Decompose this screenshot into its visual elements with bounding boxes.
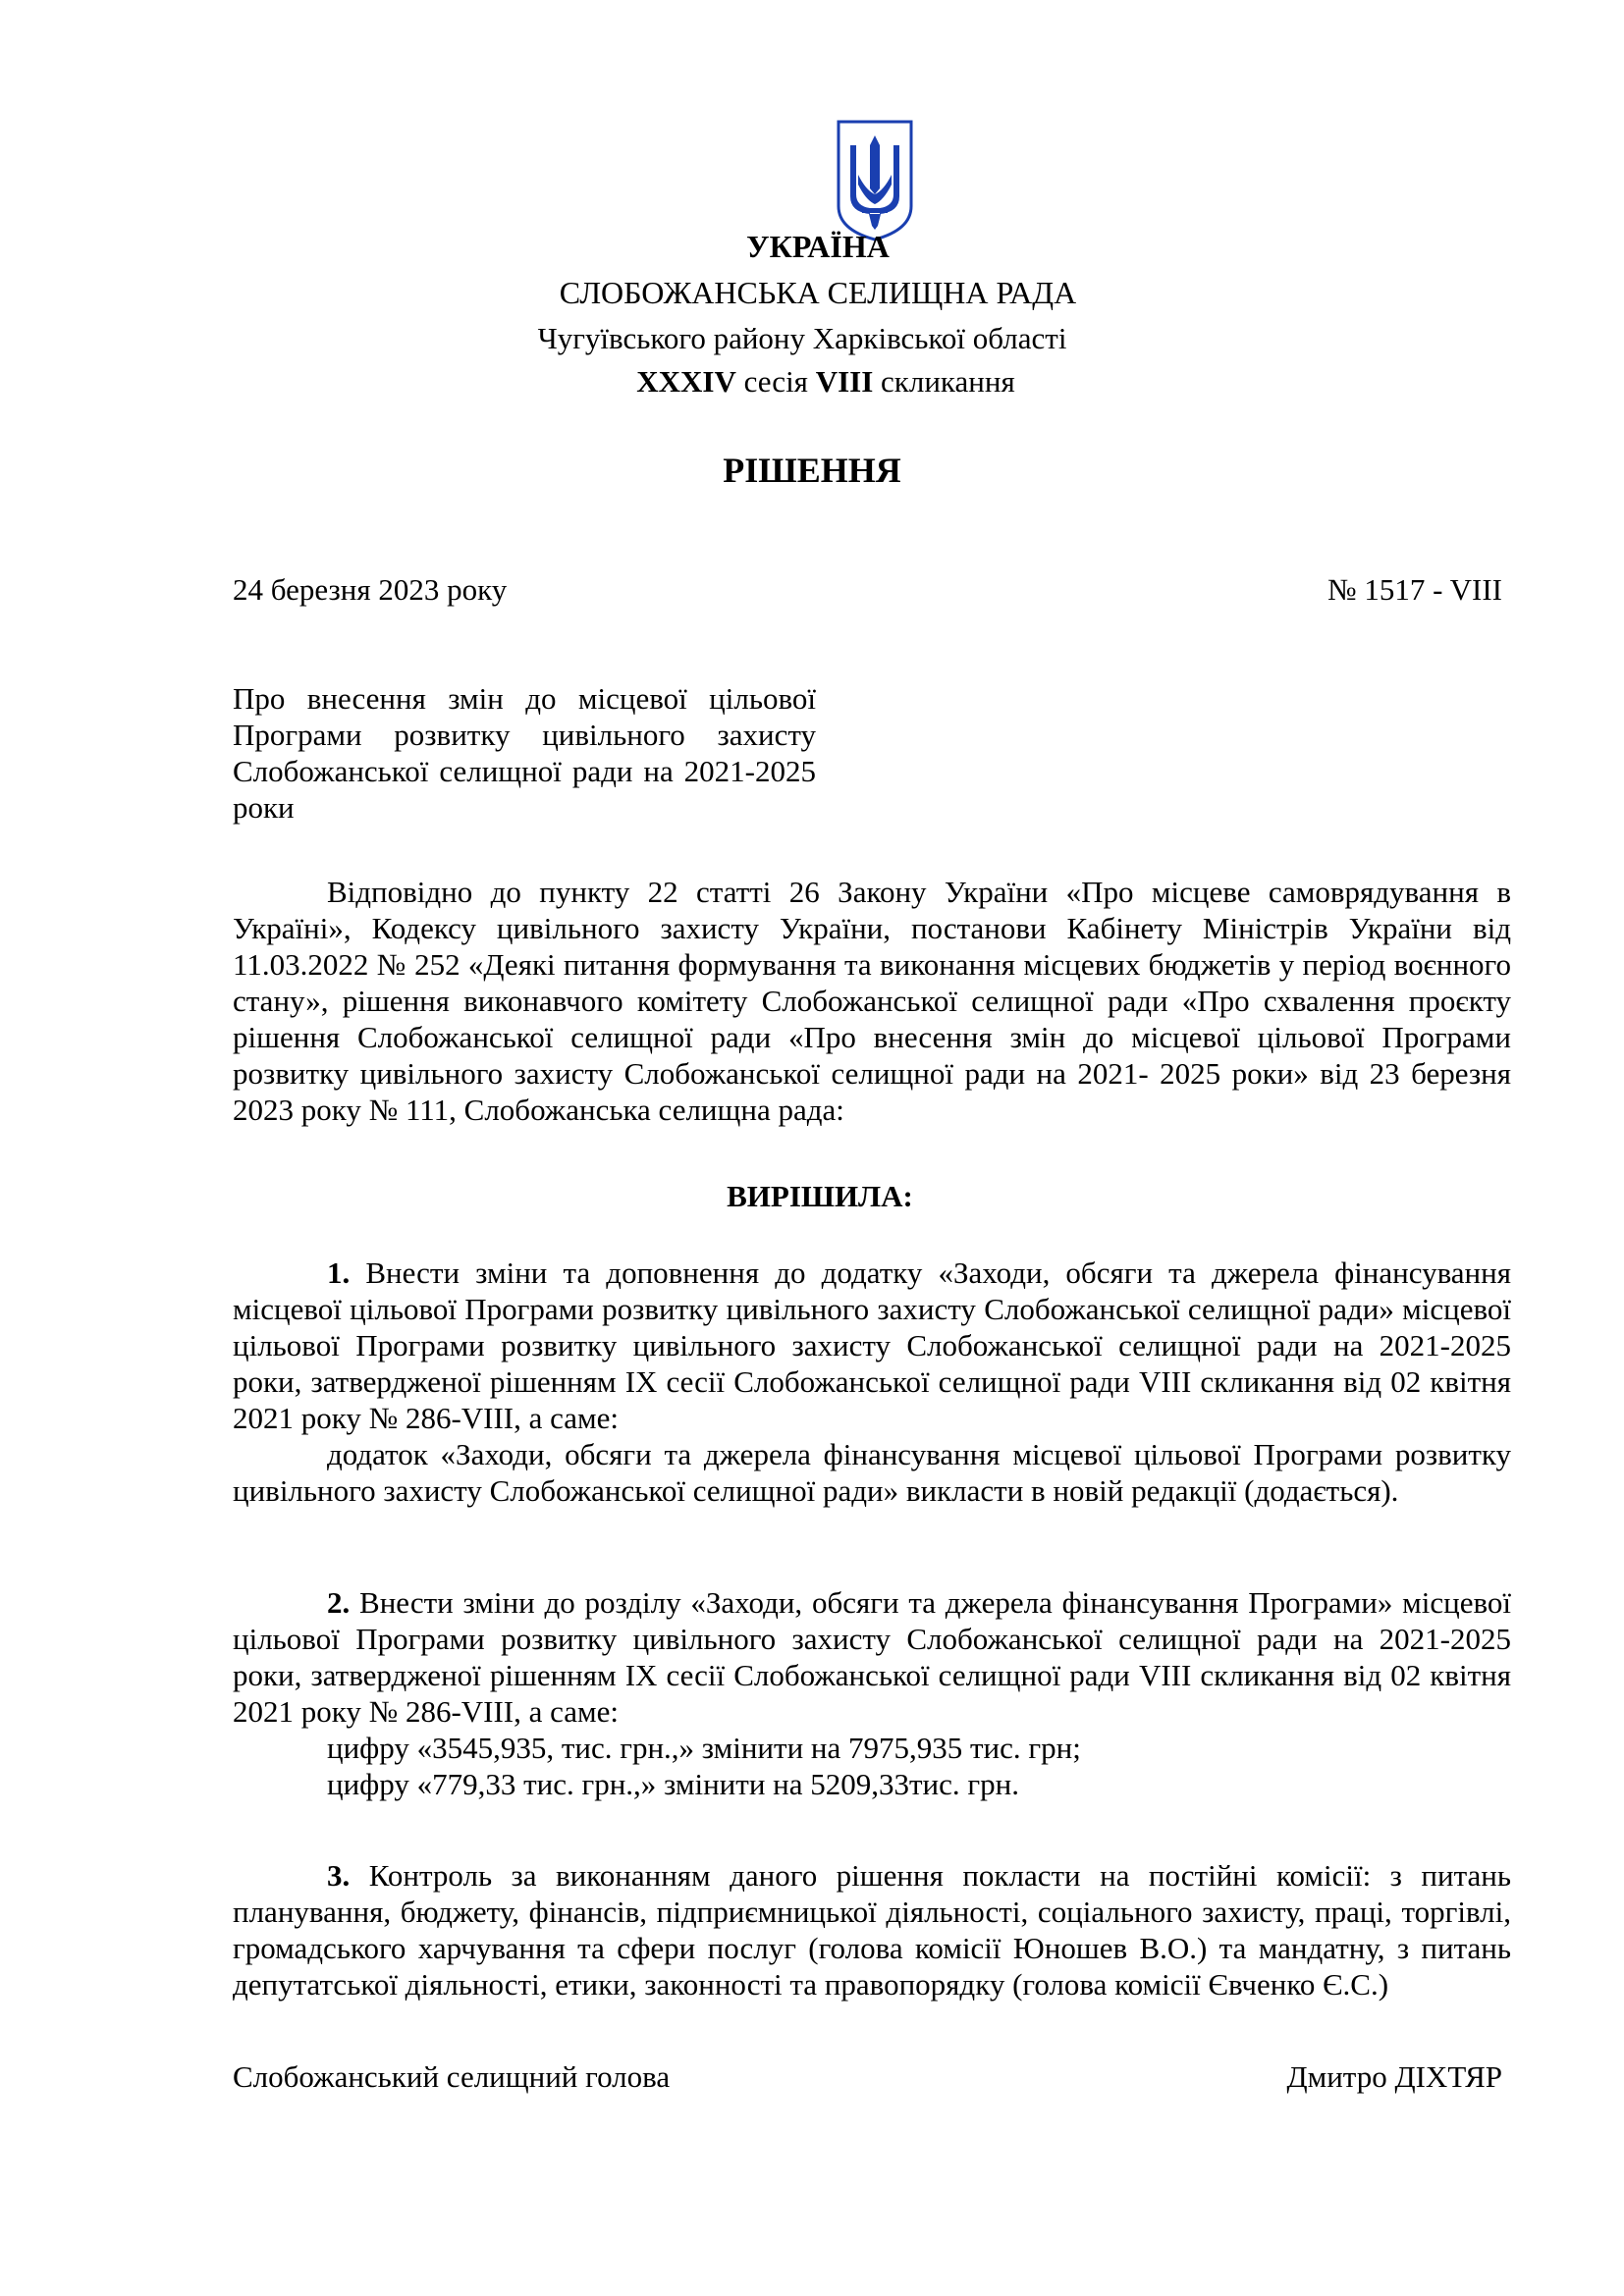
resolved-heading: ВИРІШИЛА:	[727, 1179, 913, 1213]
resolution-item-1	[233, 1255, 1511, 1509]
item-2-line-a: цифру «3545,935, тис. грн.,» змінити на 7975,935 тис. грн;	[327, 1731, 1081, 1765]
signature-position: Слобожанський селищний голова	[233, 2059, 671, 2094]
country-title: УКРАЇНА	[746, 229, 890, 264]
item-2-number: 2.	[327, 1585, 351, 1620]
decision-number: № 1517 - VIII	[1327, 572, 1502, 607]
council-title: СЛОБОЖАНСЬКА СЕЛИЩНА РАДА	[559, 275, 1077, 310]
item-2-text: Внести зміни до розділу «Заходи, обсяги та джерела фінансування Програми» місцевої цільової Програми розвитку цивільного захисту Слобожанської селищної ради на 2021-2025 роки, затвердженої рішенням IX сесії Слобожанської селищної ради VIII скликання від 02 квітня 2021 року № 286-VIII, а саме:	[233, 1585, 1511, 1729]
session-roman: XXXIV	[636, 364, 736, 399]
session-word: сесія	[743, 364, 808, 399]
session-title	[14, 363, 1624, 400]
decision-date: 24 березня 2023 року	[233, 572, 508, 607]
resolution-item-2	[233, 1584, 1511, 1802]
resolution-item-3	[233, 1857, 1511, 2002]
signature-name: Дмитро ДІХТЯР	[1286, 2059, 1502, 2094]
item-1-continuation: додаток «Заходи, обсяги та джерела фінансування місцевої цільової Програми розвитку цивільного захисту Слобожанської селищної ради» викласти в новій редакції (додається).	[233, 1437, 1511, 1508]
item-3-text: Контроль за виконанням даного рішення покласти на постійні комісії: з питань планування, бюджету, фінансів, підприємницької діяльності, соціального захисту, праці, торгівлі, громадського харчування та сфери послуг (голова комісії Юношев В.О.) та мандатну, з питань депутатської діяльності, етики, законності та правопорядку (голова комісії Євченко Є.С.)	[233, 1858, 1511, 2002]
item-1-paragraph	[233, 1255, 1511, 1436]
legal-basis-block	[233, 874, 1511, 1128]
coat-of-arms-trident-icon	[833, 116, 917, 243]
legal-basis-paragraph: Відповідно до пункту 22 статті 26 Закону України «Про місцеве самоврядування в Україні», Кодексу цивільного захисту України, постанови Кабінету Міністрів України від 11.03.2022 № 252 «Деякі питання формування та виконання місцевих бюджетів у період воєнного стану», рішення виконавчого комітету Слобожанської селищної ради «Про схвалення проєкту рішення Слобожанської селищної ради «Про внесення змін до місцевої цільової Програми розвитку цивільного захисту Слобожанської селищної ради на 2021- 2025 роки» від 23 березня 2023 року № 111, Слобожанська селищна рада:	[233, 875, 1511, 1127]
item-1-number: 1.	[327, 1255, 351, 1290]
decision-subject: Про внесення змін до місцевої цільової Програми розвитку цивільного захисту Слобожанської селищної ради на 2021-2025 роки	[233, 681, 816, 825]
item-2-paragraph	[233, 1584, 1511, 1730]
decision-title: РІШЕННЯ	[723, 451, 901, 490]
item-2-line-b: цифру «779,33 тис. грн.,» змінити на 5209,33тис. грн.	[327, 1767, 1019, 1801]
convocation-word: скликання	[881, 364, 1015, 399]
item-3-number: 3.	[327, 1858, 351, 1893]
item-3-paragraph	[233, 1857, 1511, 2002]
convocation-roman: VIII	[815, 364, 874, 399]
district-title: Чугуївського району Харківської області	[537, 321, 1067, 355]
item-1-text: Внести зміни та доповнення до додатку «Заходи, обсяги та джерела фінансування місцевої цільової Програми розвитку цивільного захисту Слобожанської селищної ради» місцевої цільової Програми розвитку цивільного захисту Слобожанської селищної ради на 2021-2025 роки, затвердженої рішенням IX сесії Слобожанської селищної ради VIII скликання від 02 квітня 2021 року № 286-VIII, а саме:	[233, 1255, 1511, 1435]
